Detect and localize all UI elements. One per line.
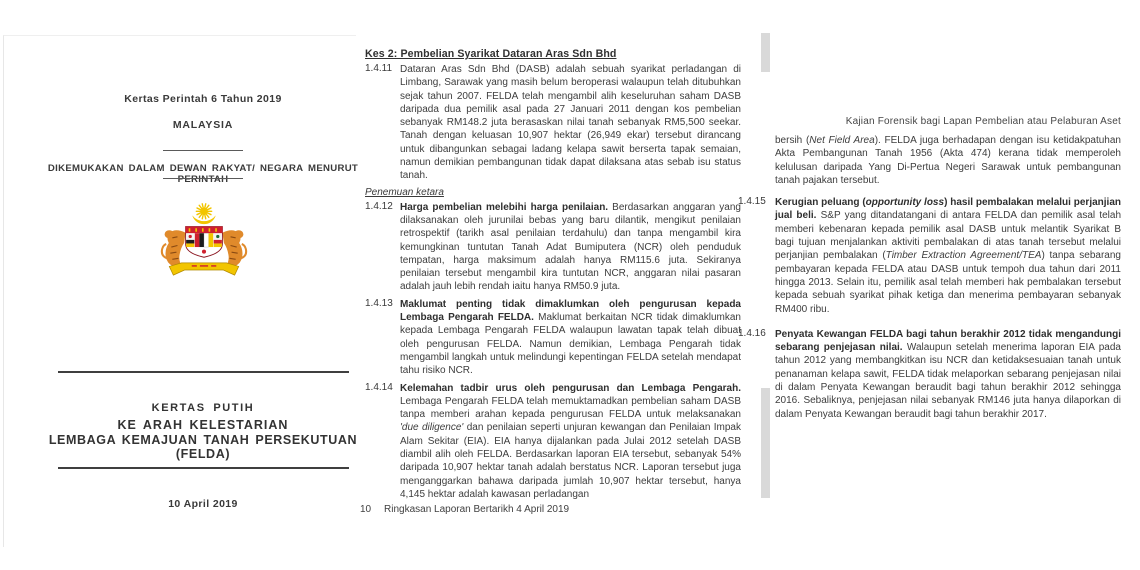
report-page-10 [365,48,741,505]
paragraph-number: 1.4.15 [738,196,766,208]
paragraph-1-4-11 [365,63,741,183]
report-page-11 [738,116,1121,433]
title-rule-top [58,371,349,373]
paragraph-text: bersih (Net Field Area). FELDA juga berhadapan dengan isu ketidakpatuhan Akta Pembangunan Tanah 1956 (Akta 474) kerana tidak memperoleh kelulusan daripada Yang Di-Pertua Negeri Sarawak untuk pembangunan tanah pajakan tersebut. [775,135,1121,186]
country-label: MALAYSIA [172,119,234,131]
paragraph-1-4-12 [365,201,741,294]
cover-date: 10 April 2019 [168,498,238,510]
findings-subheading: Penemuan ketara [365,186,444,198]
page-number: 10 [360,504,372,515]
footer-report-title: Ringkasan Laporan Bertarikh 4 April 2019 [384,504,570,515]
paragraph-1-4-13 [365,298,741,378]
paragraph-text: Kelemahan tadbir urus oleh pengurusan dan Lembaga Pengarah. Lembaga Pengarah FELDA telah memuktamadkan pembelian saham DASB tanpa memberi arahan kepada pengurusan FELDA untuk melaksanakan 'due diligence' dan penilaian seperti unjuran kewangan dan Penilaian Impak Alam Sekitar (EIA). EIA hanya dijalankan pada Julai 2012 setelah DASB diambil alih oleh FELDA. Berdasarkan laporan EIA tersebut, sebanyak 54% daripada 10,907 hektar tanah adalah berstatus NCR. Laporan tersebut juga menganggarkan bahawa daripada jumlah 10,907 hektar tersebut, hanya 4,145 hektar adalah kawasan perladangan [400,382,741,500]
cover-page-edge [3,35,356,547]
paragraph-1-4-14 [365,382,741,502]
paragraph-text: Kerugian peluang (opportunity loss) hasil pembalakan melalui perjanjian jual beli. S&P yang ditandatangani di antara FELDA dan pemilik asal telah memberi kebenaran kepada pemilik asal DASB untuk melantik Syarikat B bagi tujuan menjalankan aktiviti pembalakan di atas tanah tersebut melalui perjanjian pembalakan (Timber Extraction Agreement/TEA) tanpa sebarang pembayaran kepada FELDA atau DASB untuk tempoh dua tahun dari 2011 hingga 2013. Selain itu, pemilik asal telah memberi hak pembalakan tersebut kepada sebuah syarikat pihak ketiga dan menerima pembayaran sebanyak RM400 ribu. [775,197,1122,315]
paragraph-1-4-16 [738,328,1121,421]
paragraph-1-4-15 [738,196,1121,316]
paragraph-text: Maklumat penting tidak dimaklumkan oleh pengurusan kepada Lembaga Pengarah FELDA. Maklumat berkaitan NCR tidak dimaklumkan kepada Lembaga Pengarah FELDA walaupun lawatan tapak telah dibuat oleh pengurusan FELDA. Namun demikian, Lembaga Pengarah tidak mengambil langkah untuk melindungi kepentingan FELDA setelah mendapat tahu risiko NCR. [400,298,741,377]
section-heading: Kes 2: Pembelian Syarikat Dataran Aras Sdn Bhd [365,48,617,60]
doc-type-label: KERTAS PUTIH [151,402,255,414]
paragraph-text: Harga pembelian melebihi harga penilaian. Berdasarkan anggaran yang dilaksanakan oleh jurunilai bebas yang baru dilantik, mengikut penilaian retrospektif (tarikh asal penilaian terdahulu) dan tanpa mengambil kira kemungkinan tuntutan Tanah Adat Bumiputera (NCR) oleh penduduk tempatan, harga maksimum adalah hanya RM115.6 juta. Sekiranya penilaian tersebut mengambil kira tuntutan NCR, anggaran nilai pasaran adalah jauh lebih rendah iaitu hanya RM50.9 juta. [400,201,741,293]
paragraph-number: 1.4.14 [365,381,393,393]
title-rule-bottom [58,467,349,469]
page-footer [360,504,569,515]
paragraph-number: 1.4.11 [365,63,393,74]
running-header: Kajian Forensik bagi Lapan Pembelian atau Pelaburan Aset [845,116,1121,127]
cover-title-line1: KE ARAH KELESTARIAN [117,418,289,432]
divider-line [163,178,243,179]
page-edge-shadow [761,33,770,72]
tabled-statement: DIKEMUKAKAN DALAM DEWAN RAKYAT/ NEGARA MENURUT PERINTAH [47,163,359,185]
divider-line [163,150,243,151]
paragraph-number: 1.4.12 [365,200,393,212]
malaysia-coat-of-arms-icon [155,202,253,288]
order-paper-label: Kertas Perintah 6 Tahun 2019 [124,93,282,105]
cover-title-line2: LEMBAGA KEMAJUAN TANAH PERSEKUTUAN (FELDA) [48,433,358,461]
paragraph-text: Dataran Aras Sdn Bhd (DASB) adalah sebuah syarikat perladangan di Limbang, Sarawak yang masih belum beroperasi walaupun telah ditubuhkan sejak tahun 2007. FELDA telah mengambil alih keseluruhan saham DASB daripada dua pemilik asal pada 27 Januari 2011 dengan kos pembelian sebanyak RM148.2 juta berasaskan nilai tanah sebanyak RM5,500 seekar. Tanah dengan keluasan 10,907 hektar (26,949 ekar) tersebut dirancang untuk dibangunkan sebagai ladang kelapa sawit berserta tapak semaian, namun demikian pembangunan tidak dapat dilaksana atas sebab isu status tanah. [400,64,741,182]
paragraph-number: 1.4.13 [365,297,393,309]
paragraph-continuation [738,134,1121,187]
paragraph-number: 1.4.16 [738,327,766,339]
paragraph-text: Penyata Kewangan FELDA bagi tahun berakhir 2012 tidak mengandungi sebarang penjejasan nilai. Walaupun setelah menerima laporan EIA pada tahun 2012 yang membangkitkan isu NCR dan ketidaksesuaian tanah untuk penanaman kelapa sawit, FELDA tidak melaporkan sebarang penjejasan nilai di dalam Penyata Kewangan beraudit bagi tahun berakhir 2012 sehingga 2016. Sebaliknya, penjejasan nilai sebanyak RM146 juta hanya dilaporkan di dalam Penyata Kewangan beraudit bagi tahun berakhir 2017. [775,328,1121,420]
